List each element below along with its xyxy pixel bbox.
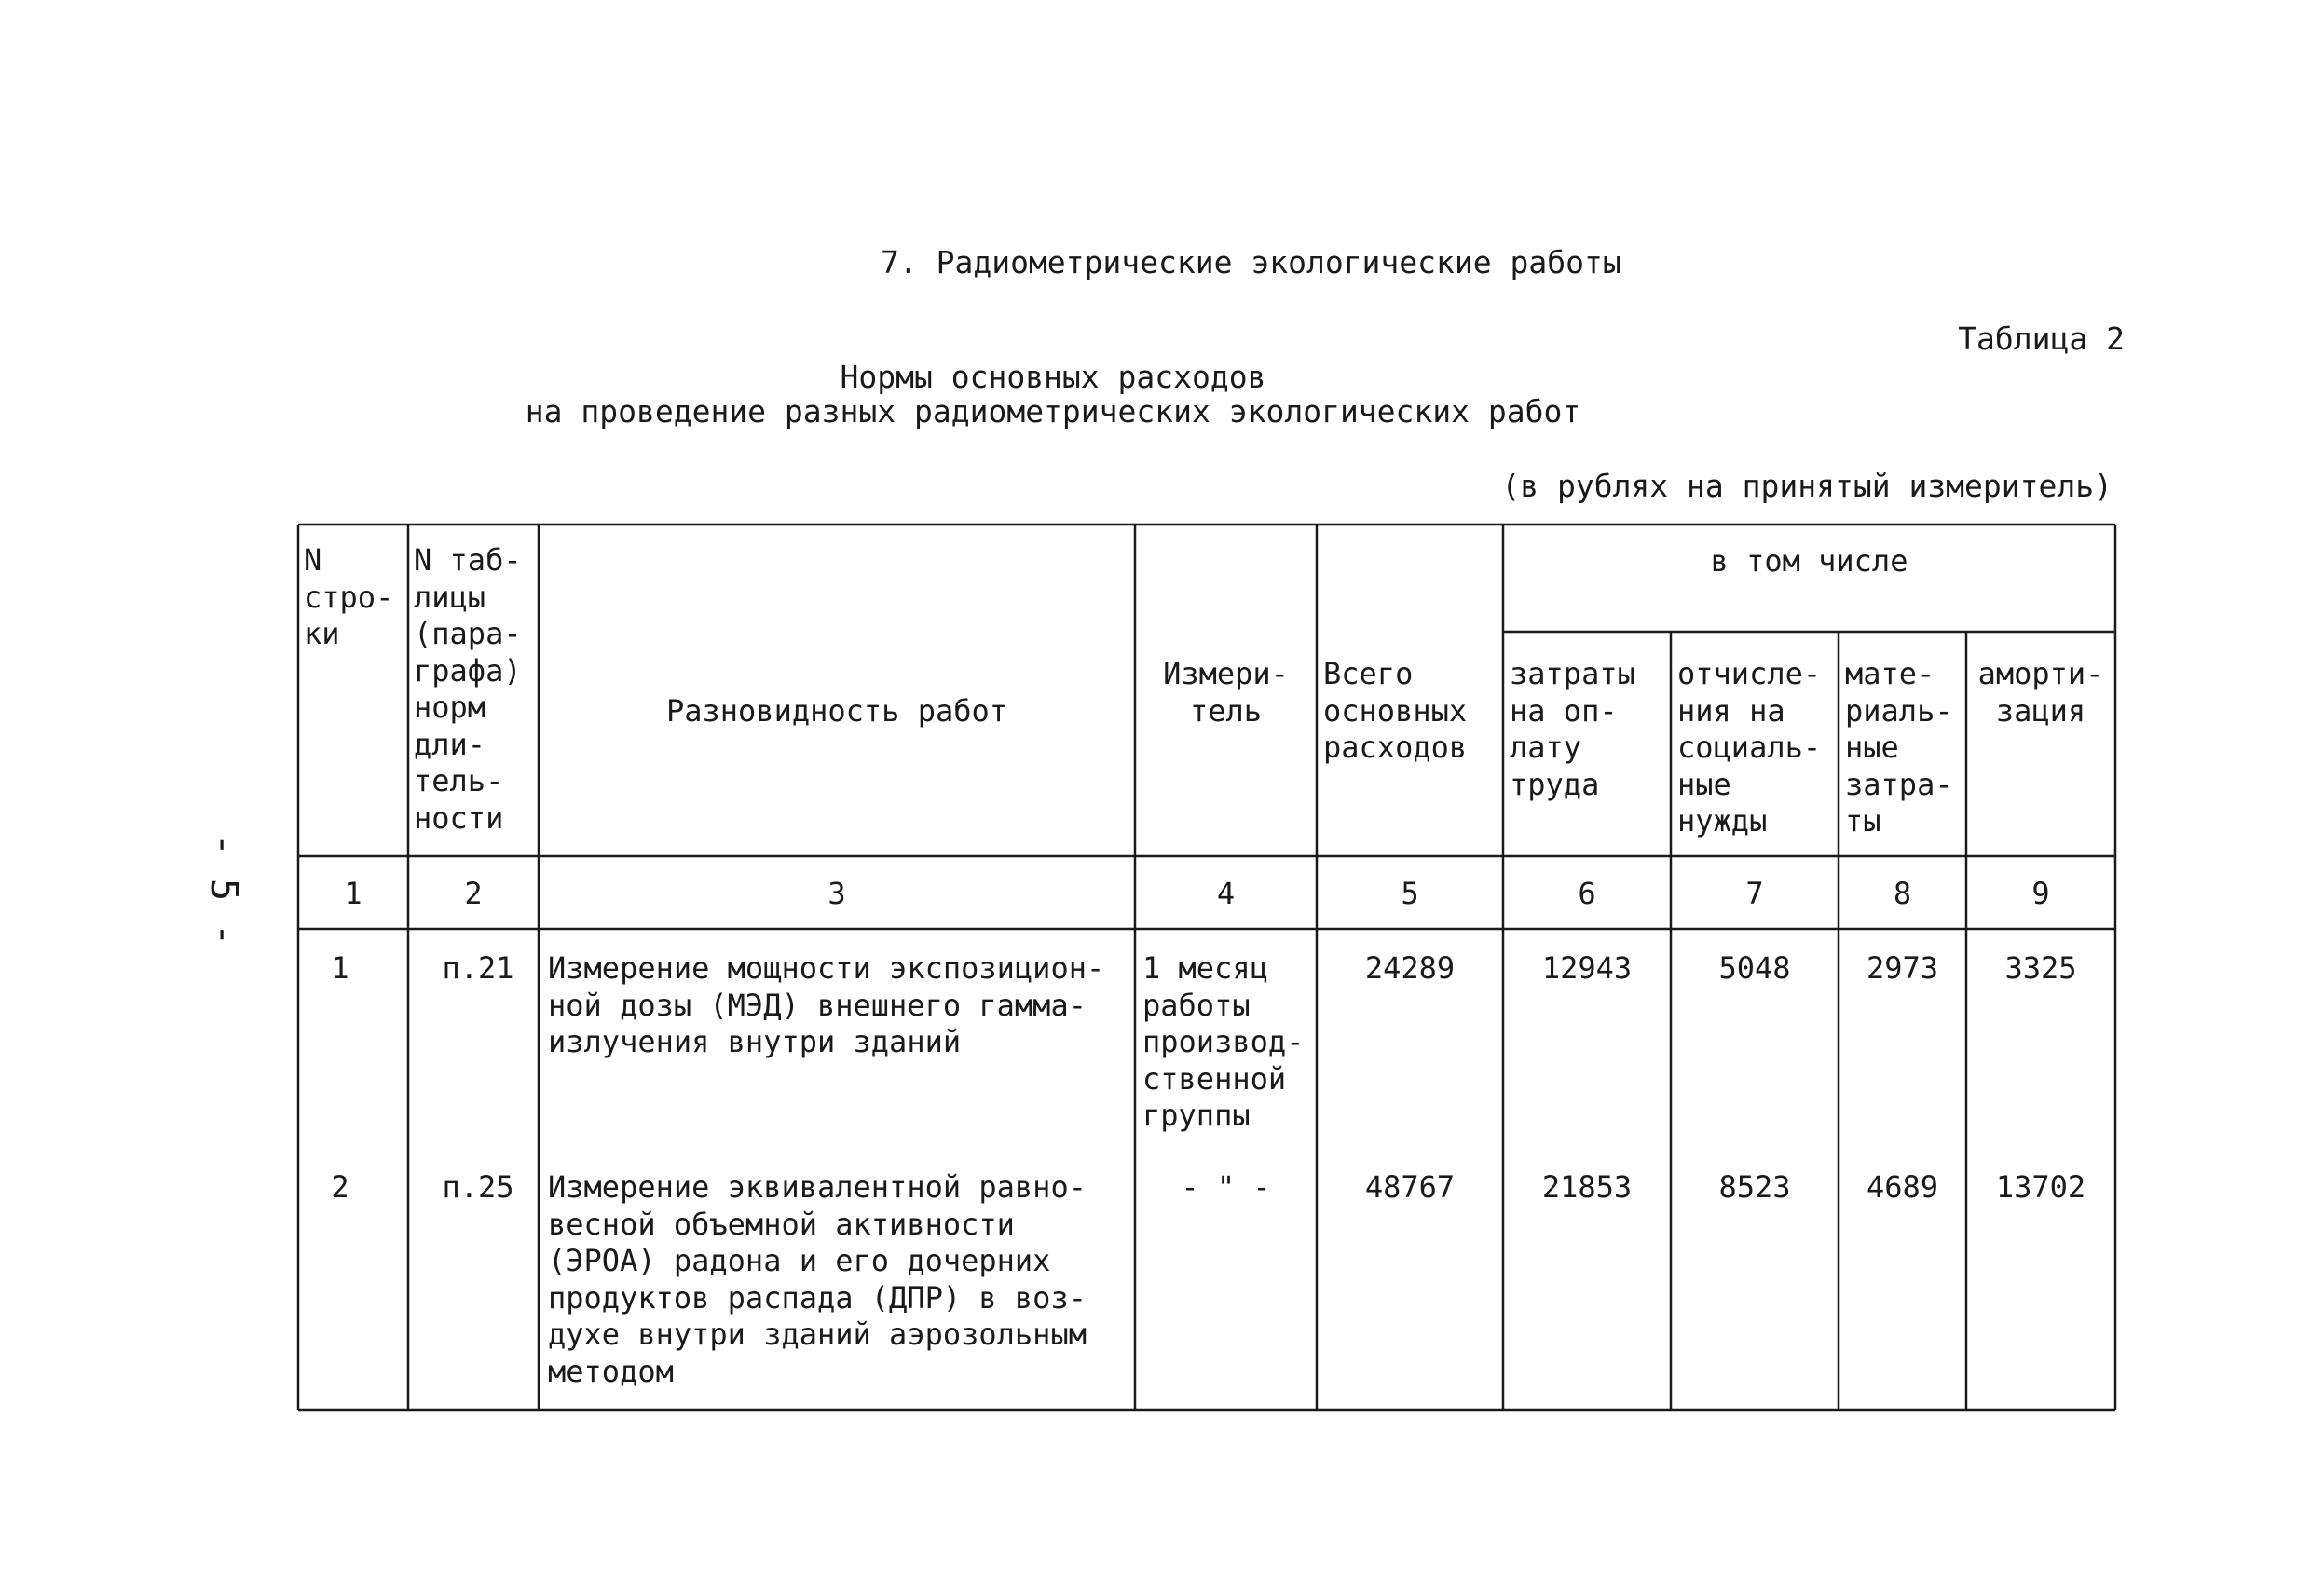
header-work-type: Разновидность работ [665, 693, 1008, 729]
row-social-contributions: 8523 [1718, 1169, 1791, 1205]
row-material-costs: 2973 [1866, 950, 1939, 986]
row-line-number: 1 [331, 950, 349, 986]
column-number: 9 [2031, 876, 2050, 911]
column-number: 7 [1745, 876, 1764, 911]
row-labor-costs: 12943 [1541, 950, 1633, 986]
row-depreciation: 13702 [1995, 1169, 2086, 1205]
column-number: 8 [1893, 876, 1912, 911]
row-norm-paragraph: п.21 [442, 950, 514, 986]
header-line-number: N стро- ки [304, 542, 394, 651]
column-number: 1 [344, 876, 362, 911]
section-title: 7. Радиометрические экологические работы [881, 244, 1621, 280]
row-unit: - " - [1181, 1169, 1271, 1205]
row-labor-costs: 21853 [1541, 1169, 1633, 1205]
column-number: 5 [1401, 876, 1419, 911]
row-material-costs: 4689 [1866, 1169, 1939, 1205]
column-number: 2 [464, 876, 483, 911]
row-total-costs: 24289 [1364, 950, 1456, 986]
header-depreciation: аморти- зация [1977, 656, 2104, 729]
row-depreciation: 3325 [2004, 950, 2077, 986]
column-number: 3 [827, 876, 846, 911]
row-total-costs: 48767 [1364, 1169, 1456, 1205]
header-unit: Измери- тель [1163, 656, 1289, 729]
header-material-costs: мате- риаль- ные затра- ты [1845, 656, 1953, 839]
header-social-contributions: отчисле- ния на социаль- ные нужды [1677, 656, 1822, 839]
row-work-type: Измерение мощности экспозицион- ной дозы (МЭД) внешнего гамма- излучения внутри зданий [548, 950, 1105, 1059]
page-number: - 5 - [202, 833, 245, 947]
row-social-contributions: 5048 [1718, 950, 1791, 986]
column-number: 6 [1578, 876, 1596, 911]
units-note: (в рублях на принятый измеритель) [1501, 468, 2113, 504]
row-unit: 1 месяц работы производ- ственной группы [1142, 950, 1305, 1133]
header-labor-costs: затраты на оп- лату труда [1510, 656, 1635, 802]
table-subtitle-line-1: Нормы основных расходов [840, 359, 1266, 395]
header-norm-paragraph: N таб- лицы (пара- графа) норм дли- тель- ности [414, 542, 522, 836]
row-norm-paragraph: п.25 [442, 1169, 514, 1205]
table-subtitle-line-2: на проведение разных радиометрических экологических работ [525, 393, 1581, 430]
row-work-type: Измерение эквивалентной равно- весной объемной активности (ЭРОА) радона и его дочерних продуктов распада (ДПР) в воз- духе внутри зданий аэрозольным методом [548, 1169, 1087, 1389]
header-total-costs: Всего основных расходов [1323, 656, 1468, 765]
row-line-number: 2 [331, 1169, 349, 1205]
header-including-group: в том числе [1710, 543, 1908, 579]
column-number: 4 [1216, 876, 1236, 911]
table-label: Таблица 2 [1958, 321, 2125, 357]
